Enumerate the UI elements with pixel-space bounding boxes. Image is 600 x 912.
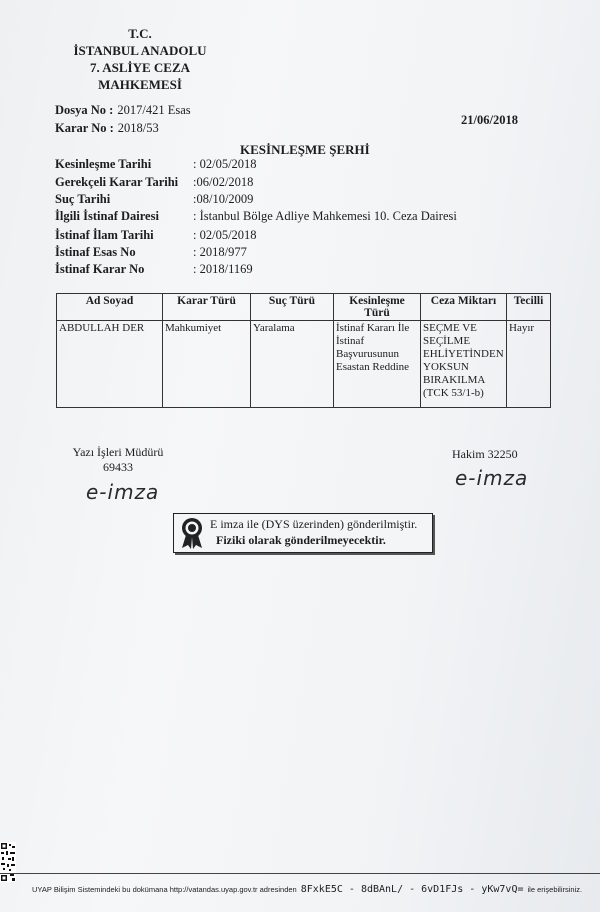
field-gerekceli-karar-tarihi xyxy=(55,175,555,192)
right-signatory-title: Hakim 32250 xyxy=(452,447,518,461)
footer-access-code: 8FxkE5C - 8dBAnL/ - 6vD1FJs - yKw7vQ= xyxy=(300,884,524,895)
col-ceza-miktari: Ceza Miktarı xyxy=(421,294,507,321)
case-table xyxy=(56,293,551,408)
dosya-no xyxy=(55,101,191,119)
e-imza-stamp xyxy=(173,513,433,553)
field-label: İstinaf İlam Tarihi xyxy=(55,228,154,242)
fields-block xyxy=(55,157,555,279)
field-value: :08/10/2009 xyxy=(193,192,254,206)
field-value: : 2018/977 xyxy=(193,245,247,259)
field-istinaf-karar-no xyxy=(55,262,555,279)
field-label: İstinaf Karar No xyxy=(55,262,145,276)
cell-kesinlesme-turu: İstinaf Kararı İle İstinaf Başvurusunun Esastan Reddine xyxy=(334,321,421,408)
header-line-tc: T.C. xyxy=(128,26,152,41)
left-e-signature: e-imza xyxy=(86,480,160,504)
field-value: :06/02/2018 xyxy=(193,175,254,189)
field-suc-tarihi xyxy=(55,192,555,209)
table-header-row xyxy=(57,294,551,321)
field-value: : 02/05/2018 xyxy=(193,157,257,171)
field-label: Gerekçeli Karar Tarihi xyxy=(55,175,179,189)
court-header xyxy=(60,25,220,93)
col-suc-turu: Suç Türü xyxy=(251,294,334,321)
field-label: İstinaf Esas No xyxy=(55,245,136,259)
table-row xyxy=(57,321,551,408)
field-istinaf-ilam-tarihi xyxy=(55,228,555,245)
header-line-court: 7. ASLİYE CEZA MAHKEMESİ xyxy=(89,60,191,92)
col-karar-turu: Karar Türü xyxy=(163,294,251,321)
field-istinaf-esas-no xyxy=(55,245,555,262)
col-kesinlesme-turu: Kesinleşme Türü xyxy=(334,294,421,321)
footer-suffix: ile erişebilirsiniz. xyxy=(527,885,583,894)
footer-rule xyxy=(0,873,600,874)
field-value: : 02/05/2018 xyxy=(193,228,257,242)
dosya-label: Dosya No : xyxy=(55,103,114,117)
left-signatory-number: 69433 xyxy=(103,460,133,474)
field-value: : 2018/1169 xyxy=(193,262,253,276)
cell-karar-turu: Mahkumiyet xyxy=(163,321,251,408)
cell-tecilli: Hayır xyxy=(507,321,551,408)
stamp-line-1: E imza ile (DYS üzerinden) gönderilmiştir. xyxy=(210,517,418,531)
field-kesinlesme-tarihi xyxy=(55,157,555,175)
field-value: : İstanbul Bölge Adliye Mahkemesi 10. Ceza Dairesi xyxy=(193,209,457,223)
cell-ad-soyad: ABDULLAH DER xyxy=(57,321,163,408)
col-tecilli: Tecilli xyxy=(507,294,551,321)
karar-value: 2018/53 xyxy=(117,121,159,135)
stamp-line-2: Fiziki olarak gönderilmeyecektir. xyxy=(216,533,386,547)
document-title: KESİNLEŞME ŞERHİ xyxy=(240,142,370,157)
col-ad-soyad: Ad Soyad xyxy=(57,294,163,321)
document-date: 21/06/2018 xyxy=(461,113,518,127)
karar-no xyxy=(55,119,159,137)
footer-prefix: UYAP Bilişim Sistemindeki bu dokümana http://vatandas.uyap.gov.tr adresinden xyxy=(32,885,297,894)
header-line-istanbul: İSTANBUL ANADOLU xyxy=(73,43,207,58)
dosya-value: 2017/421 Esas xyxy=(117,103,191,117)
rosette-badge-icon xyxy=(179,517,205,549)
cell-ceza-miktari: SEÇME VE SEÇİLME EHLİYETİNDEN YOKSUN BIRAKILMA (TCK 53/1-b) xyxy=(421,321,507,408)
karar-label: Karar No : xyxy=(55,121,114,135)
cell-suc-turu: Yaralama xyxy=(251,321,334,408)
left-signatory-title: Yazı İşleri Müdürü xyxy=(72,445,164,459)
field-istinaf-dairesi xyxy=(55,209,555,228)
left-signatory xyxy=(66,445,170,475)
field-label: İlgili İstinaf Dairesi xyxy=(55,209,159,223)
field-label: Suç Tarihi xyxy=(55,192,111,206)
field-label: Kesinleşme Tarihi xyxy=(55,157,152,171)
qr-code-icon xyxy=(0,842,16,882)
footer xyxy=(32,879,582,897)
right-e-signature: e-imza xyxy=(455,466,529,490)
